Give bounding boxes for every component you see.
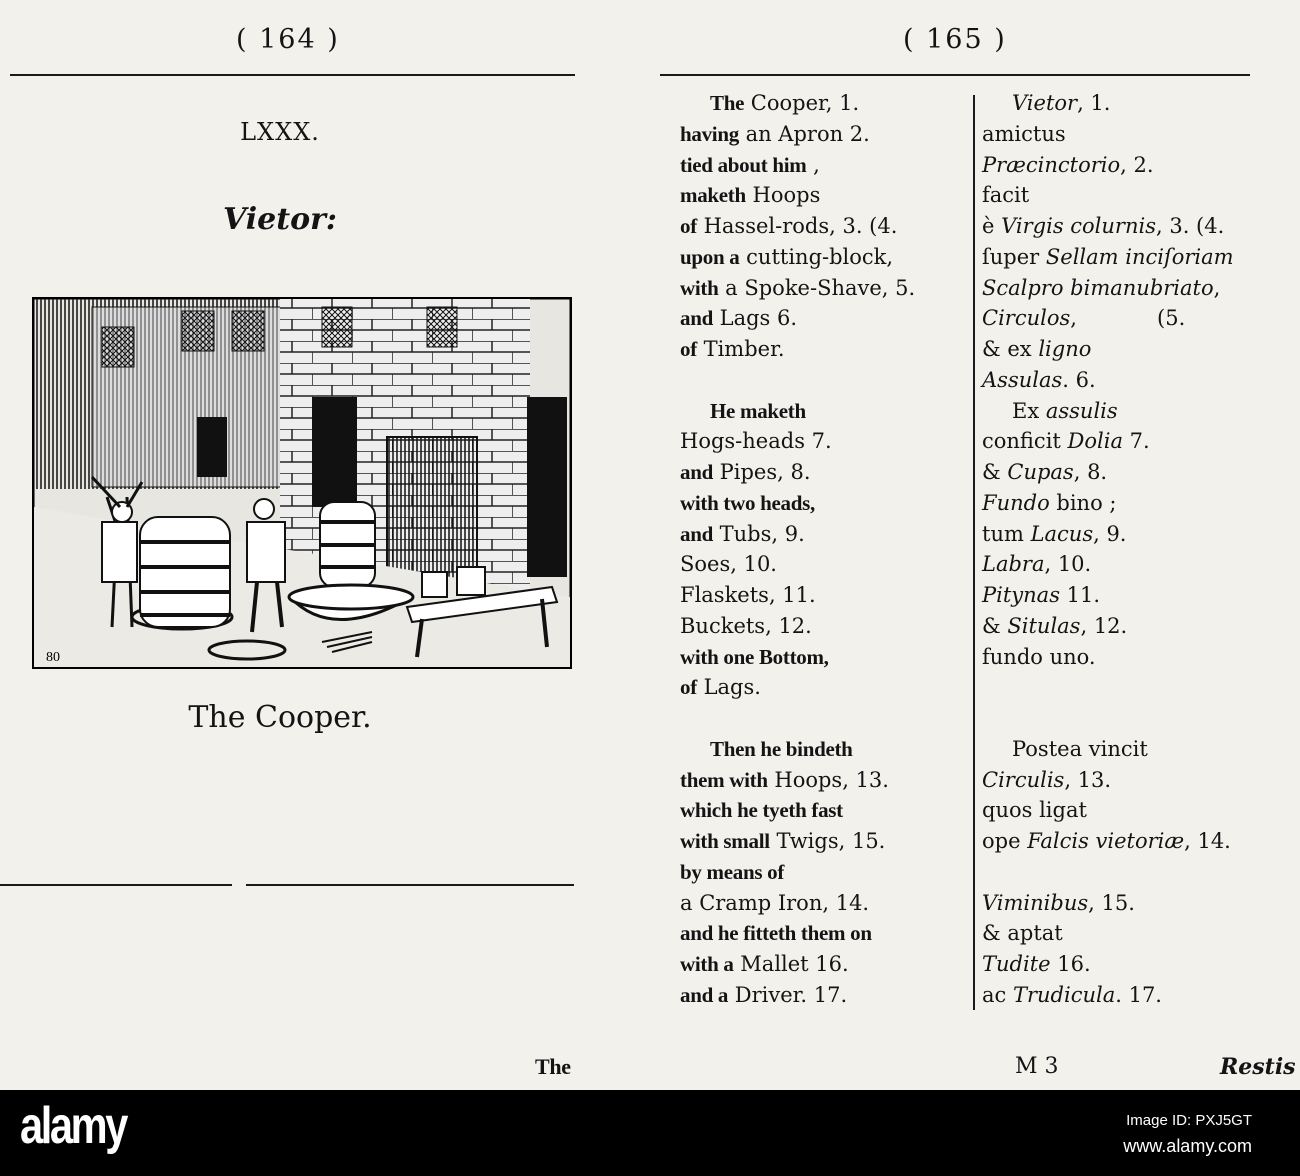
text-segment: quos ligat (982, 798, 1087, 823)
caption: The Cooper. (188, 700, 372, 735)
text-segment: Labra (982, 552, 1045, 577)
text-segment: Trudicula (1012, 982, 1116, 1007)
text-segment: Flaskets, 11. (680, 583, 816, 607)
text-segment: Mallet 16. (733, 952, 849, 976)
latin-line (982, 242, 1234, 273)
text-segment: , 13. (1064, 767, 1112, 792)
latin-line (982, 672, 1234, 703)
text-segment: He maketh (710, 398, 806, 423)
text-segment: Hogs-heads 7. (680, 429, 832, 454)
text-segment: tum (982, 521, 1031, 546)
latin-line (982, 488, 1234, 519)
text-segment: fundo uno. (982, 644, 1096, 669)
catchword-right: Restis (1220, 1054, 1296, 1080)
text-segment: . 6. (1062, 367, 1096, 392)
text-segment: Falcis vietoriæ (1027, 829, 1185, 853)
english-line (680, 734, 915, 765)
text-segment: ope (982, 829, 1028, 853)
text-segment: Then he bindeth (710, 736, 853, 761)
catchword-left: The (535, 1054, 571, 1079)
text-segment: and a (680, 982, 729, 1007)
latin-line (982, 365, 1234, 396)
english-line (680, 150, 915, 181)
english-line (680, 119, 915, 150)
text-segment: ac (982, 982, 1013, 1007)
text-segment: of (680, 337, 697, 361)
text-segment: facit (982, 183, 1030, 208)
text-segment: and (680, 306, 713, 331)
text-segment: Cooper, 1. (744, 91, 860, 115)
text-segment: & (982, 613, 1008, 638)
text-segment: amictus (982, 121, 1066, 146)
latin-line (982, 549, 1234, 580)
text-segment: and (680, 460, 713, 484)
english-line (680, 795, 915, 826)
english-line (680, 488, 915, 519)
latin-line (982, 703, 1234, 734)
text-segment: Dolia (1067, 429, 1123, 454)
text-segment: , 8. (1073, 460, 1108, 484)
text-segment: Timber. (696, 337, 785, 361)
text-segment: maketh (680, 183, 746, 208)
text-segment: Tubs, 9. (712, 521, 805, 546)
english-line (680, 703, 915, 734)
text-segment: Cupas (1007, 460, 1074, 484)
text-segment: Pitynas (982, 583, 1060, 607)
latin-line (982, 949, 1234, 980)
latin-line (982, 888, 1234, 919)
text-segment: , 14. (1184, 829, 1231, 853)
text-segment: having (680, 121, 739, 146)
latin-line (982, 980, 1234, 1011)
text-segment: and he fitteth them on (680, 921, 872, 946)
text-segment: , 12. (1080, 613, 1128, 638)
text-segment: Præcinctorio (982, 152, 1121, 177)
english-line (680, 334, 915, 365)
text-segment: Twigs, 15. (769, 829, 886, 853)
english-line (680, 980, 915, 1011)
chapter-number: LXXX. (240, 118, 320, 146)
latin-line (982, 273, 1234, 304)
latin-line (982, 918, 1234, 949)
text-segment: Sellam inciſoriam (1045, 244, 1234, 269)
text-segment: bino ; (1049, 490, 1117, 515)
text-segment: ſuper (982, 244, 1046, 269)
text-segment: Hoops, 13. (767, 767, 889, 792)
text-segment: Assulas (982, 367, 1063, 392)
english-line (680, 888, 915, 919)
text-segment: Virgis colurnis (1001, 214, 1156, 238)
english-line (680, 180, 915, 211)
plate-number: 80 (46, 650, 60, 665)
text-segment: , 2. (1120, 152, 1154, 177)
english-line (680, 365, 915, 396)
text-segment: with two heads, (680, 490, 815, 515)
english-line (680, 549, 915, 580)
text-segment: by means of (680, 859, 785, 884)
latin-line (982, 180, 1234, 211)
text-segment: Lags 6. (712, 306, 798, 331)
text-segment: & ex (982, 337, 1039, 361)
latin-line (982, 457, 1234, 488)
english-line (680, 88, 915, 119)
footer-rule-left-a (0, 884, 232, 886)
site-url: www.alamy.com (1123, 1136, 1252, 1156)
english-line (680, 949, 915, 980)
header-rule-right (660, 74, 1250, 76)
footer-rule-left-b (246, 884, 574, 886)
english-line (680, 918, 915, 949)
latin-line (982, 426, 1234, 457)
text-segment: assulis (1045, 398, 1118, 423)
latin-line (982, 150, 1234, 181)
text-segment: The (710, 91, 745, 115)
latin-line (982, 826, 1234, 857)
text-segment: them with (680, 767, 768, 792)
image-id: Image ID: PXJ5GT (1126, 1112, 1252, 1129)
text-segment: an Apron 2. (738, 121, 870, 146)
english-line (680, 519, 915, 550)
text-segment: , (806, 152, 820, 177)
latin-line (982, 580, 1234, 611)
english-line (680, 426, 915, 457)
text-segment: Hoops (745, 183, 821, 208)
text-segment: a Spoke-Shave, 5. (718, 275, 916, 300)
text-segment: , 10. (1044, 552, 1092, 577)
latin-line (982, 119, 1234, 150)
alamy-logo: alamy (20, 1097, 126, 1155)
text-segment: Buckets, 12. (680, 613, 812, 638)
woodcut-illustration (32, 297, 572, 669)
english-line (680, 642, 915, 673)
text-segment: 11. (1059, 583, 1101, 607)
text-segment: Lags. (696, 675, 761, 700)
english-line (680, 826, 915, 857)
latin-line (982, 765, 1234, 796)
text-segment: of (680, 214, 697, 238)
text-segment: Fundo (982, 490, 1050, 515)
header-rule-left (10, 74, 575, 76)
latin-line (982, 734, 1234, 765)
text-segment: 16. (1050, 952, 1091, 976)
text-segment: . 17. (1115, 982, 1162, 1007)
text-segment: conficit (982, 429, 1068, 454)
latin-line (982, 211, 1234, 242)
english-line (680, 396, 915, 427)
english-line (680, 611, 915, 642)
latin-title: Vietor: (223, 202, 337, 237)
page-number-right: ( 165 ) (903, 24, 1007, 55)
latin-line (982, 334, 1234, 365)
page-number-left: ( 164 ) (236, 24, 340, 55)
latin-line (982, 857, 1234, 888)
text-segment: , (1213, 275, 1221, 300)
text-segment: a Cramp Iron, 14. (680, 890, 870, 915)
text-segment: of (680, 675, 697, 700)
text-segment: Situlas (1007, 613, 1081, 638)
english-line (680, 457, 915, 488)
text-segment: Soes, 10. (680, 552, 777, 577)
text-segment: è (982, 214, 1002, 238)
english-line (680, 765, 915, 796)
text-segment: Driver. 17. (728, 982, 848, 1007)
text-segment: Lacus (1030, 521, 1094, 546)
latin-column (982, 88, 1234, 1011)
text-segment: , 9. (1093, 521, 1127, 546)
text-segment: with (680, 275, 719, 300)
text-segment: 7. (1122, 429, 1150, 454)
english-line (680, 273, 915, 304)
text-segment: & aptat (982, 921, 1063, 946)
latin-line (982, 303, 1234, 334)
text-segment: Circulos (982, 306, 1071, 331)
text-segment: upon a (680, 244, 740, 269)
text-segment: & (982, 460, 1008, 484)
text-segment: and (680, 521, 713, 546)
latin-line (982, 519, 1234, 550)
english-line (680, 672, 915, 703)
text-segment: Scalpro bimanubriato (982, 275, 1214, 300)
text-segment: which he tyeth fast (680, 798, 843, 823)
latin-line (982, 396, 1234, 427)
text-segment: Hassel-rods, 3. (4. (696, 214, 898, 238)
signature-mark: M 3 (1015, 1054, 1059, 1079)
latin-line (982, 795, 1234, 826)
text-segment: with small (680, 829, 770, 853)
text-segment: ligno (1038, 337, 1092, 361)
text-segment: , 3. (4. (1155, 214, 1225, 238)
text-segment: Viminibus (982, 890, 1089, 915)
latin-line (982, 611, 1234, 642)
text-segment: Ex (1012, 398, 1046, 423)
text-segment: , 1. (1077, 91, 1111, 115)
text-segment: Vietor (1012, 91, 1078, 115)
english-line (680, 211, 915, 242)
english-line (680, 857, 915, 888)
text-segment: cutting-block, (739, 244, 894, 269)
text-segment: with a (680, 952, 734, 976)
text-segment: Pipes, 8. (712, 460, 811, 484)
text-segment: Postea vincit (1012, 736, 1148, 761)
latin-line (982, 88, 1234, 119)
english-column (680, 88, 915, 1011)
latin-line (982, 642, 1234, 673)
text-segment: , (5. (1070, 306, 1186, 331)
english-line (680, 242, 915, 273)
text-segment: , 15. (1088, 890, 1135, 915)
text-segment: with one Bottom, (680, 644, 829, 669)
english-line (680, 580, 915, 611)
column-divider (973, 95, 975, 1010)
text-segment: tied about him (680, 152, 807, 177)
english-line (680, 303, 915, 334)
watermark-bar (0, 1090, 1300, 1176)
text-segment: Circulis (982, 767, 1065, 792)
text-segment: Tudite (982, 952, 1051, 976)
